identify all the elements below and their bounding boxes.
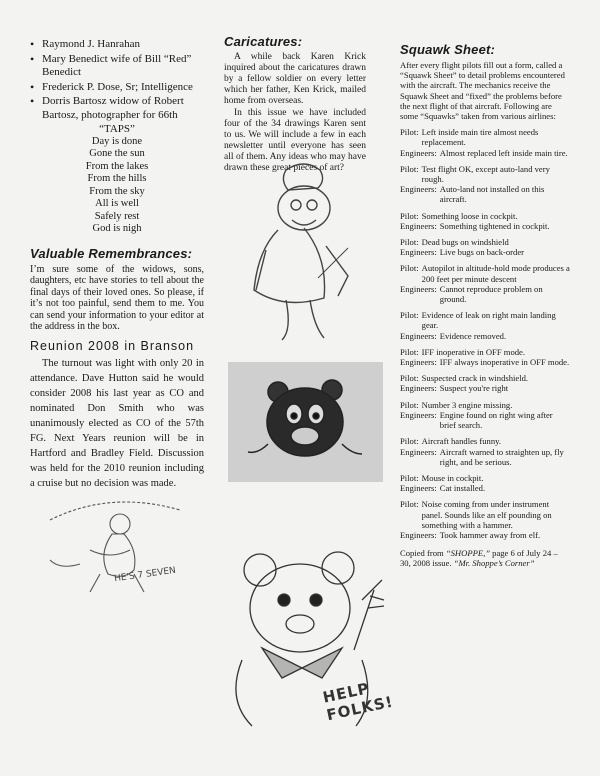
- squawk-label: Engineers:: [400, 283, 437, 294]
- poem-line: All is well: [95, 198, 139, 209]
- left-column: [30, 38, 204, 491]
- list-item: [400, 499, 570, 540]
- squawk-text: Aircraft handles funny.: [421, 436, 502, 447]
- squawk-sheet-heading: Squawk Sheet:: [400, 42, 496, 57]
- squawk-label: Pilot:: [400, 263, 419, 274]
- squawk-label: Engineers:: [400, 330, 437, 341]
- list-item: [400, 473, 570, 493]
- squawk-intro: After every flight pilots fill out a form, called a “Squawk Sheet” to detail problems encountered with the aircraft. The mechanics receive the Squawk Sheet and “fixed” the problems before the next flight of that aircraft. Following are some “Squawks” taken from various airlines:: [400, 60, 565, 122]
- squawk-text: Evidence removed.: [439, 330, 507, 341]
- squawk-list: [400, 127, 570, 540]
- squawk-label: Engineers:: [400, 220, 437, 231]
- squawk-credit: Copied from “SHOPPE,” page 6 of July 24 – 30, 2008 issue. “Mr. Shoppe’s Corner”: [400, 548, 558, 569]
- squawk-text: Aircraft warned to straighten up, fly right, and be serious.: [439, 446, 564, 467]
- squawk-label: Pilot:: [400, 127, 419, 138]
- squawk-label: Engineers:: [400, 383, 437, 394]
- squawk-text: Noise coming from under instrument panel. Sounds like an elf pounding on something with a hammer.: [421, 499, 552, 530]
- squawk-text: Left inside main tire almost needs replacement.: [421, 127, 539, 148]
- squawk-label: Engineers:: [400, 529, 437, 540]
- poem-line: God is nigh: [92, 223, 142, 234]
- squawk-text: Suspect you're right: [439, 383, 509, 394]
- list-item: [400, 164, 570, 205]
- poem-line: From the sky: [89, 185, 145, 197]
- squawk-text: Took hammer away from elf.: [439, 529, 541, 540]
- squawk-text: Live bugs on back-order: [439, 247, 525, 258]
- valuable-remembrances-heading: Valuable Remembrances:: [30, 245, 193, 261]
- caricature-bear-photo: [228, 362, 383, 482]
- squawk-text: Number 3 engine missing.: [421, 399, 513, 410]
- caricature-teddy-bear-sketch: [212, 530, 407, 730]
- pilot-line: [400, 499, 570, 530]
- squawk-label: Pilot:: [400, 399, 419, 410]
- squawk-label: Engineers:: [400, 147, 437, 158]
- figure-caption: HE'S 7 SEVEN: [113, 565, 177, 585]
- squawk-label: Pilot:: [400, 472, 419, 483]
- squawk-text: IFF inoperative in OFF mode.: [421, 346, 526, 357]
- taps-title: “TAPS”: [99, 123, 135, 135]
- squawk-text: Auto-land not installed on this aircraft.: [439, 184, 545, 205]
- pilot-line: [400, 127, 570, 147]
- squawk-label: Pilot:: [400, 373, 419, 384]
- engineer-line: [400, 410, 570, 430]
- pilot-line: [400, 164, 570, 184]
- squawk-sheet-body: [400, 60, 570, 569]
- squawk-text: Suspected crack in windshield.: [421, 373, 529, 384]
- list-item: [400, 237, 570, 257]
- squawk-text: Dead bugs on windshield: [421, 237, 509, 248]
- squawk-label: Engineers:: [400, 446, 437, 457]
- caricature-soldier-sketch: [30, 490, 202, 600]
- engineer-line: [400, 357, 570, 367]
- taps-poem: [30, 123, 204, 236]
- squawk-label: Pilot:: [400, 210, 419, 221]
- pilot-line: [400, 473, 570, 483]
- reunion-heading: Reunion 2008 in Branson: [30, 338, 195, 353]
- squawk-text: Mouse in cockpit.: [421, 472, 484, 483]
- caricatures-text: A while back Karen Krick inquired about the caricatures drawn by a fellow soldier on every letter which her father, Ken Krick, mailed home from overseas. In this issue we have included four of the 34 drawings Karen sent to us. We will include a few in each newsletter until everyone has seen all of them. Any ideas who may have drawn these great pieces of art?: [224, 52, 366, 173]
- list-item: [400, 127, 570, 158]
- squawk-label: Pilot:: [400, 163, 419, 174]
- squawk-text: IFF always inoperative in OFF mode.: [439, 357, 570, 368]
- squawk-text: Cannot reproduce problem on ground.: [439, 283, 543, 305]
- engineer-line: [400, 447, 570, 467]
- squawk-label: Pilot:: [400, 310, 419, 321]
- squawk-text: Autopilot in altitude-hold mode produces a 200 feet per minute descent: [421, 263, 570, 284]
- pilot-line: [400, 347, 570, 357]
- reunion-text: The turnout was light with only 20 in attendance. Dave Hutton said he would consider 2008 his last year as CO and nominated Don Smith who was unanimously elected as CO of the 57th FG. Next Years reunion will be in Hartford and Bradley Field. Discussion was held for the 2010 reunion including a cruise but no decision was made.: [30, 357, 204, 489]
- squawk-label: Engineers:: [400, 184, 437, 195]
- engineer-line: [400, 247, 570, 257]
- squawk-text: Something tightened in cockpit.: [439, 220, 550, 231]
- list-item: • Frederick P. Dose, Sr; Intelligence: [30, 81, 204, 95]
- bear-caption: HELP FOLKS!: [321, 679, 395, 725]
- squawk-label: Engineers:: [400, 357, 437, 368]
- squawk-text: Something loose in cockpit.: [421, 210, 518, 221]
- squawk-label: Engineers:: [400, 483, 437, 494]
- list-item: • Mary Benedict wife of Bill “Red” Benedict: [30, 53, 204, 80]
- pilot-line: [400, 263, 570, 283]
- engineer-line: [400, 284, 570, 304]
- engineer-line: [400, 221, 570, 231]
- poem-line: Safely rest: [94, 210, 140, 222]
- engineer-line: [400, 530, 570, 540]
- list-item: [400, 310, 570, 341]
- squawk-label: Engineers:: [400, 247, 437, 258]
- squawk-text: Engine found on right wing after brief search.: [439, 409, 553, 431]
- squawk-label: Pilot:: [400, 237, 419, 248]
- pilot-line: [400, 373, 570, 383]
- squawk-text: Test flight OK, except auto-land very rough.: [421, 163, 550, 185]
- engineer-line: [400, 483, 570, 493]
- list-item: [400, 211, 570, 231]
- list-item: • Raymond J. Hanrahan: [30, 38, 204, 52]
- pilot-line: [400, 400, 570, 410]
- list-item: [400, 263, 570, 304]
- list-item: [400, 436, 570, 467]
- squawk-text: Cat installed.: [439, 483, 486, 494]
- squawk-label: Pilot:: [400, 346, 419, 357]
- pilot-line: [400, 436, 570, 446]
- poem-line: Gone the sun: [89, 148, 145, 159]
- list-item: • Dorris Bartosz widow of Robert Bartosz, photographer for 66th: [30, 95, 204, 122]
- caricatures-heading: Caricatures:: [224, 34, 303, 49]
- engineer-line: [400, 148, 570, 158]
- engineer-line: [400, 383, 570, 393]
- poem-line: From the lakes: [85, 160, 149, 172]
- poem-line: From the hills: [87, 173, 147, 184]
- memorial-names-list: [30, 38, 204, 122]
- pilot-line: [400, 310, 570, 330]
- caricature-chef-sketch: [226, 150, 356, 348]
- squawk-label: Pilot:: [400, 436, 419, 447]
- squawk-label: Engineers:: [400, 409, 437, 420]
- valuable-remembrances-text: I’m sure some of the widows, sons, daughters, etc have stories to tell about the final days of their loved ones. So please, if it’s not too painful, send them to me. You can send your information to your editor at the address in the box.: [30, 263, 204, 332]
- list-item: [400, 400, 570, 431]
- squawk-text: Almost replaced left inside main tire.: [439, 147, 568, 158]
- pilot-line: [400, 211, 570, 221]
- engineer-line: [400, 331, 570, 341]
- poem-line: Day is done: [91, 135, 143, 147]
- squawk-label: Pilot:: [400, 499, 419, 510]
- list-item: [400, 373, 570, 393]
- right-column: [400, 42, 570, 569]
- list-item: [400, 347, 570, 367]
- pilot-line: [400, 237, 570, 247]
- engineer-line: [400, 184, 570, 204]
- squawk-text: Evidence of leak on right main landing gear.: [421, 310, 556, 331]
